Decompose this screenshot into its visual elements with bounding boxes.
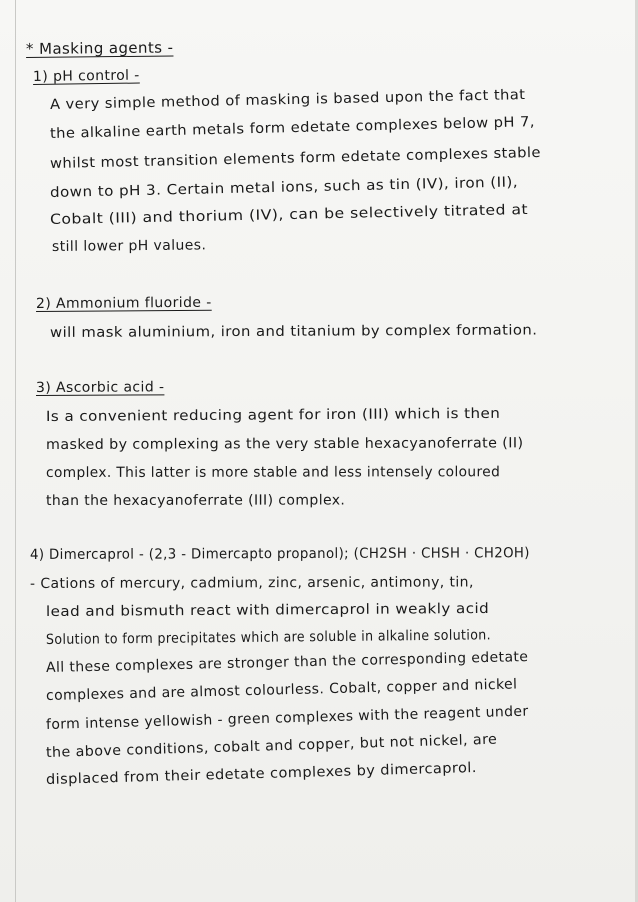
section-4-line-3: Solution to form precipitates which are soluble in alkaline solution.	[45, 627, 492, 648]
section-4-line-6: form intense yellowish - green complexes with the reagent under	[45, 703, 529, 733]
section-2-title: 2) Ammonium fluoride -	[35, 294, 212, 312]
section-4-title: 4) Dimercaprol - (2,3 - Dimercapto propanol); (CH2SH · CHSH · CH2OH)	[29, 545, 530, 563]
section-3-title: 3) Ascorbic acid -	[35, 379, 165, 396]
section-4-line-8: displaced from their edetate complexes by dimercaprol.	[45, 759, 478, 788]
section-4-line-1: - Cations of mercury, cadmium, zinc, arsenic, antimony, tin,	[29, 574, 474, 592]
section-1-line-1: A very simple method of masking is based upon the fact that	[49, 87, 526, 113]
section-4-line-2: lead and bismuth react with dimercaprol in weakly acid	[45, 600, 490, 620]
section-1-title: 1) pH control -	[32, 67, 140, 85]
section-1-line-5: Cobalt (III) and thorium (IV), can be selectively titrated at	[49, 201, 529, 228]
section-3-line-3: complex. This latter is more stable and less intensely coloured	[45, 464, 501, 481]
section-3-line-4: than the hexacyanoferrate (III) complex.	[45, 492, 346, 509]
section-1-line-2: the alkaline earth metals form edetate complexes below pH 7,	[49, 114, 536, 142]
section-4-line-7: the above conditions, cobalt and copper, but not nickel, are	[45, 731, 498, 761]
section-1-line-3: whilst most transition elements form edetate complexes stable	[49, 144, 542, 172]
section-3-line-2: masked by complexing as the very stable hexacyanoferrate (II)	[45, 435, 524, 453]
section-3-line-1: Is a convenient reducing agent for iron (III) which is then	[45, 405, 501, 425]
section-1-line-6: still lower pH values.	[51, 237, 207, 255]
margin-line	[15, 0, 16, 902]
section-1-line-4: down to pH 3. Certain metal ions, such as tin (IV), iron (II),	[49, 174, 519, 201]
section-4-line-5: complexes and are almost colourless. Cobalt, copper and nickel	[45, 676, 518, 704]
main-heading: * Masking agents -	[25, 38, 174, 58]
section-4-line-4: All these complexes are stronger than the corresponding edetate	[45, 649, 529, 676]
section-2-line-1: will mask aluminium, iron and titanium by complex formation.	[49, 322, 538, 341]
